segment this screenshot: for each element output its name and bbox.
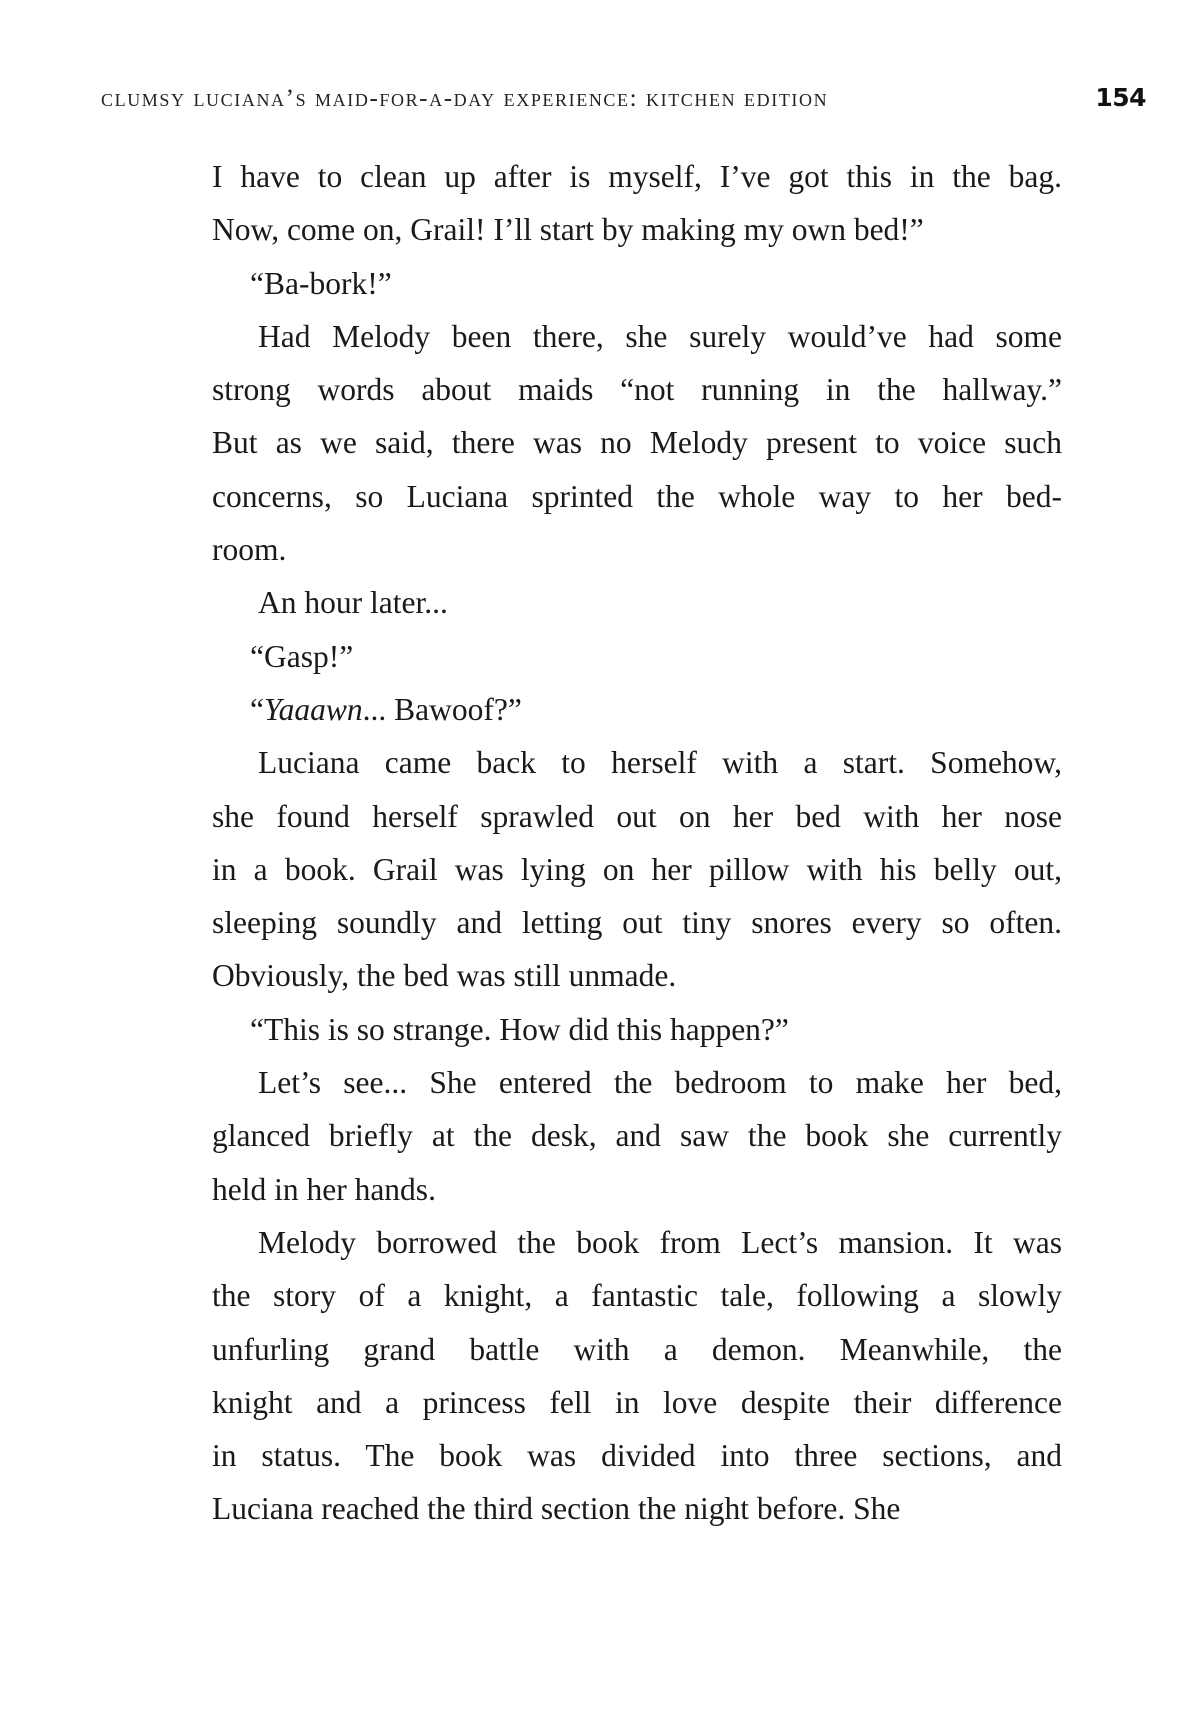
text-line: “Ba-bork!” <box>250 265 392 301</box>
text-line: Now, come on, Grail! I’ll start by making my own bed!” <box>212 212 924 248</box>
page-number: 154 <box>1095 83 1146 112</box>
text-line: I have to clean up after is myself, I’ve got this in the bag. <box>212 159 1062 194</box>
quote-rest: ... Bawoof?” <box>362 691 522 727</box>
text-line: the story of a knight, a fantastic tale, following a slowly <box>212 1278 1062 1314</box>
text-line: concerns, so Luciana sprinted the whole way to her bed- <box>212 478 1062 514</box>
text-line: Luciana reached the third section the night before. She <box>212 1491 901 1527</box>
running-title: clumsy luciana’s maid-for-a-day experience: kitchen edition <box>101 85 829 112</box>
text-line <box>212 683 1062 736</box>
text-line: Obviously, the bed was still unmade. <box>212 958 677 994</box>
paragraph-first-line: An hour later... <box>258 585 448 621</box>
text-line: “This is so strange. How did this happen?” <box>250 1011 789 1047</box>
running-header <box>101 84 1146 114</box>
text-line: held in her hands. <box>212 1171 436 1207</box>
text-line: knight and a princess fell in love despite their difference <box>212 1384 1062 1420</box>
text-line: But as we said, there was no Melody present to voice such <box>212 425 1062 461</box>
text-line: she found herself sprawled out on her bed with her nose <box>212 798 1062 834</box>
text-line: unfurling grand battle with a demon. Meanwhile, the <box>212 1331 1062 1367</box>
text-line: strong words about maids “not running in the hallway.” <box>212 372 1062 408</box>
italic-text: Yaaawn <box>263 691 363 727</box>
text-line: glanced briefly at the desk, and saw the book she currently <box>212 1118 1062 1154</box>
paragraph-first-line: Had Melody been there, she surely would’ve had some <box>258 318 1062 354</box>
paragraph-first-line: Let’s see... She entered the bedroom to make her bed, <box>258 1065 1062 1101</box>
paragraph-first-line: Luciana came back to herself with a start. Somehow, <box>258 745 1062 781</box>
text-line: room. <box>212 532 287 568</box>
text-line: sleeping soundly and letting out tiny snores every so often. <box>212 905 1062 941</box>
text-line: “Gasp!” <box>250 638 354 674</box>
body-text <box>212 150 1062 1536</box>
text-line: in a book. Grail was lying on her pillow with his belly out, <box>212 851 1062 887</box>
quote-open: “ <box>250 691 264 727</box>
text-line: in status. The book was divided into three sections, and <box>212 1438 1062 1474</box>
paragraph-first-line: Melody borrowed the book from Lect’s mansion. It was <box>258 1224 1062 1260</box>
